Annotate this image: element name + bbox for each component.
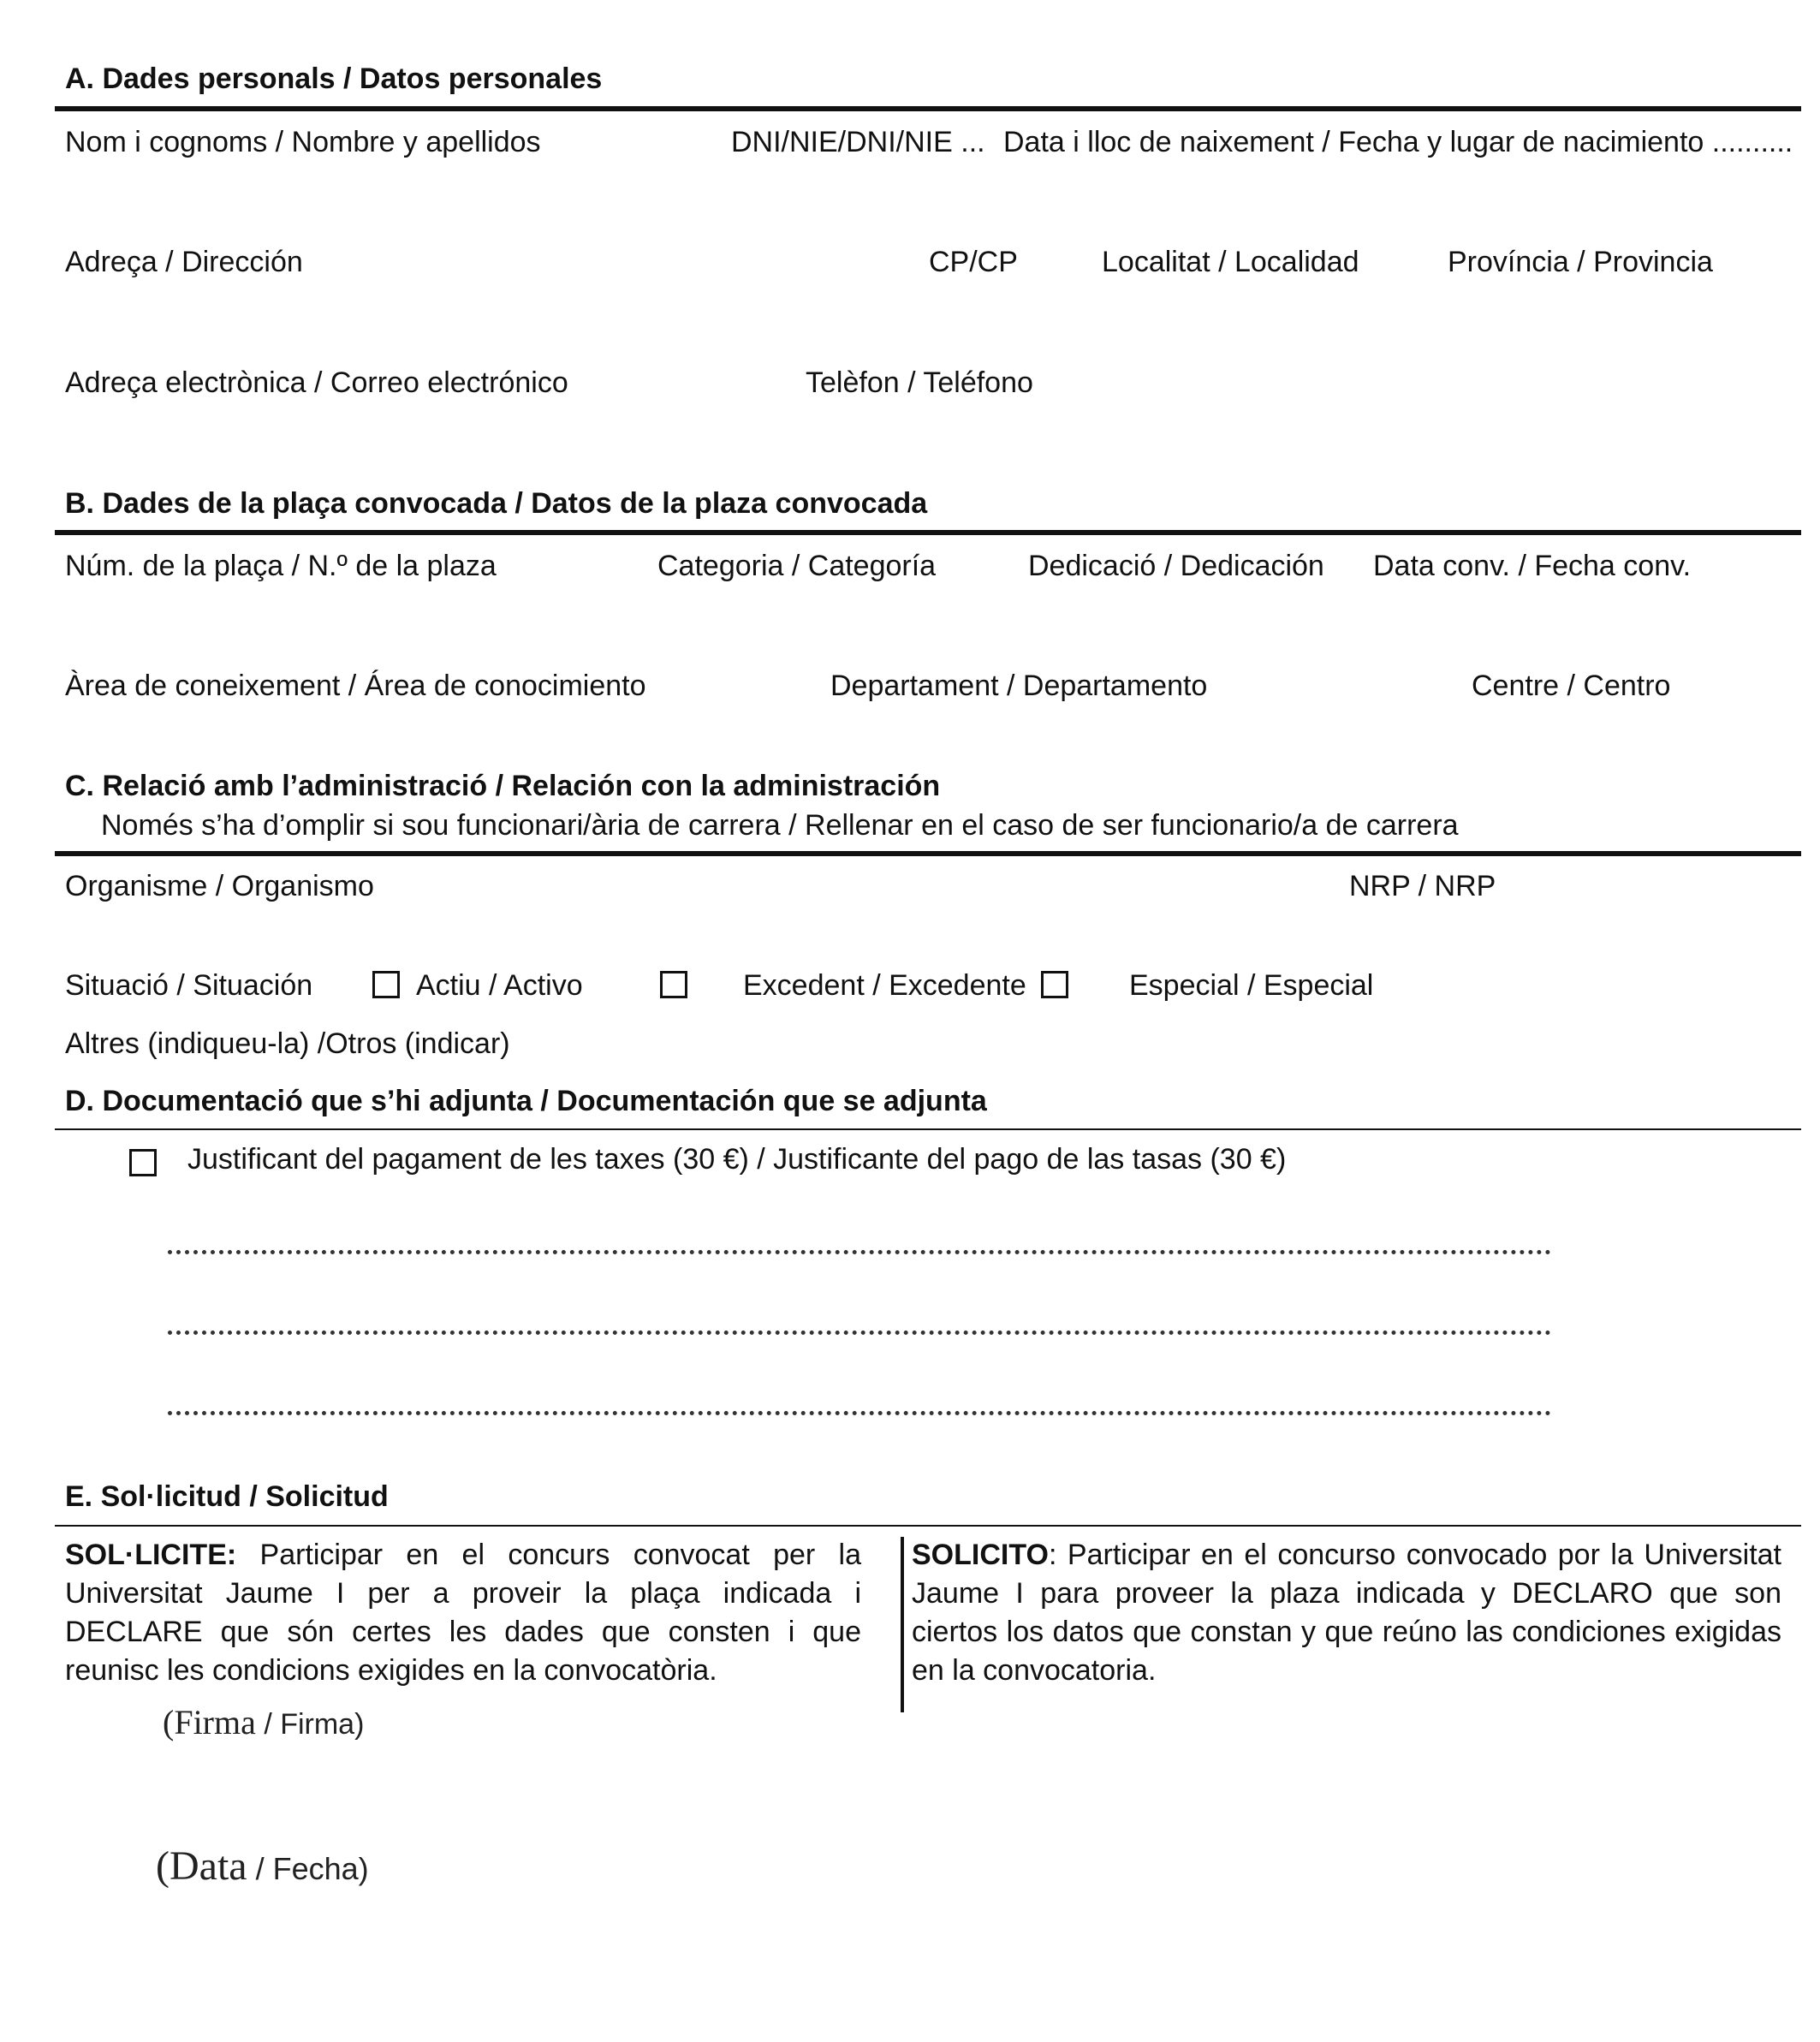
section-e-title: E. Sol·licitud / Solicitud — [65, 1480, 389, 1513]
request-catalan — [65, 1536, 861, 1690]
date-label — [156, 1843, 369, 1890]
section-c-title: C. Relació amb l’administració / Relación con la administración — [65, 770, 941, 802]
signature-label — [163, 1702, 364, 1742]
situation-label: Situació / Situación — [65, 969, 313, 1002]
section-c-subtitle: Només s’ha d’omplir si sou funcionari/ària de carrera / Rellenar en el caso de ser funcionario/a de carrera — [101, 809, 1459, 842]
section-e-rule — [55, 1525, 1801, 1527]
request-spanish — [912, 1536, 1781, 1690]
document-line-2[interactable] — [168, 1296, 1551, 1335]
conv-date-label: Data conv. / Fecha conv. — [1373, 550, 1692, 582]
section-c-rule — [55, 851, 1801, 856]
request-catalan-text: Participar en el concurs convocat per la Universitat Jaume I per a proveir la plaça indicada i DECLARE que són certes les dades que consten i que reunisc les condicions exigides en la convocatòria. — [65, 1539, 861, 1687]
active-label: Actiu / Activo — [416, 969, 583, 1002]
date-label-ca: (Data — [156, 1843, 247, 1889]
request-spanish-text: : Participar en el concurso convocado por la Universitat Jaume I para proveer la plaza indicada y DECLARO que son ciertos los datos que constan y que reúno las condiciones exigidas en la convocatoria. — [912, 1539, 1781, 1687]
department-label: Departament / Departamento — [830, 670, 1208, 702]
nrp-label: NRP / NRP — [1349, 870, 1496, 902]
section-d-title: D. Documentació que s’hi adjunta / Documentación que se adjunta — [65, 1085, 987, 1117]
excedent-label: Excedent / Excedente — [743, 969, 1026, 1002]
request-divider — [901, 1537, 904, 1712]
special-label: Especial / Especial — [1129, 969, 1374, 1002]
cp-label: CP/CP — [929, 246, 1018, 278]
birth-label: Data i lloc de naixement / Fecha y lugar de nacimiento .......... — [1003, 126, 1793, 158]
date-label-es: / Fecha) — [247, 1851, 369, 1886]
category-label: Categoria / Categoría — [657, 550, 937, 582]
email-label: Adreça electrònica / Correo electrónico — [65, 366, 568, 399]
area-label: Àrea de coneixement / Área de conocimiento — [65, 670, 646, 702]
document-line-1[interactable] — [168, 1216, 1551, 1254]
fee-checkbox[interactable] — [129, 1149, 157, 1176]
locality-label: Localitat / Localidad — [1102, 246, 1359, 278]
request-catalan-heading: SOL·LICITE: — [65, 1539, 237, 1571]
dedication-label: Dedicació / Dedicación — [1028, 550, 1324, 582]
place-number-label: Núm. de la plaça / N.º de la plaza — [65, 550, 497, 582]
fee-label: Justificant del pagament de les taxes (30 €) / Justificante del pago de las tasas (30 €) — [187, 1143, 1287, 1176]
name-label: Nom i cognoms / Nombre y apellidos — [65, 126, 541, 158]
phone-label: Telèfon / Teléfono — [806, 366, 1033, 399]
section-b-title: B. Dades de la plaça convocada / Datos de la plaza convocada — [65, 487, 928, 520]
document-line-3[interactable] — [168, 1377, 1551, 1415]
section-a-title: A. Dades personals / Datos personales — [65, 63, 603, 95]
dni-label: DNI/NIE/DNI/NIE ... — [731, 126, 985, 158]
signature-label-es: / Firma) — [255, 1708, 365, 1741]
signature-label-ca: (Firma — [163, 1703, 256, 1741]
province-label: Província / Provincia — [1448, 246, 1713, 278]
section-b-rule — [55, 530, 1801, 535]
address-label: Adreça / Dirección — [65, 246, 303, 278]
excedent-checkbox[interactable] — [660, 971, 687, 998]
section-d-rule — [55, 1128, 1801, 1130]
active-checkbox[interactable] — [372, 971, 400, 998]
section-a-rule — [55, 106, 1801, 111]
organism-label: Organisme / Organismo — [65, 870, 374, 902]
request-spanish-heading: SOLICITO — [912, 1539, 1049, 1571]
others-label: Altres (indiqueu-la) /Otros (indicar) — [65, 1027, 510, 1060]
centre-label: Centre / Centro — [1472, 670, 1671, 702]
special-checkbox[interactable] — [1041, 971, 1068, 998]
